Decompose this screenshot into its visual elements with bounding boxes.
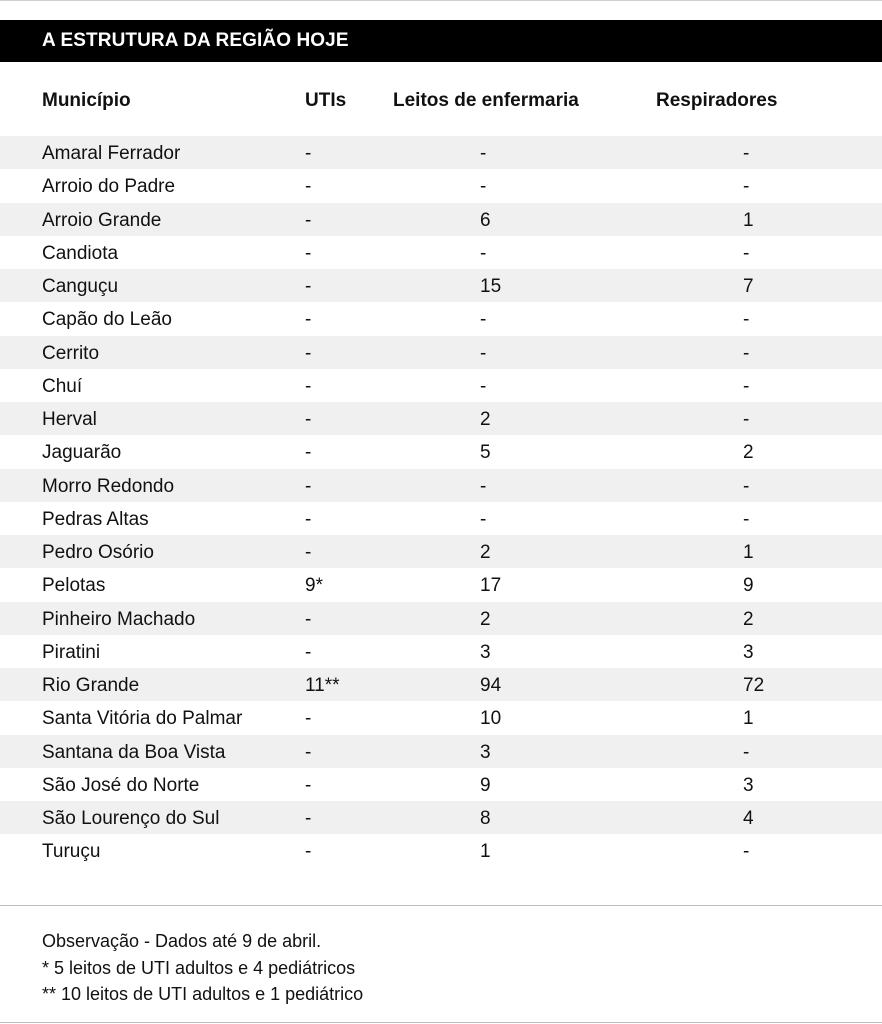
cell-leitos: - (480, 508, 487, 530)
table-row (0, 302, 882, 335)
cell-leitos: 2 (480, 409, 491, 430)
table-row (0, 435, 882, 468)
cell-utis: - (305, 276, 312, 297)
cell-municipio: Morro Redondo (42, 475, 175, 497)
cell-leitos: - (480, 475, 487, 497)
cell-respiradores: - (743, 242, 750, 264)
cell-utis: 9* (305, 575, 323, 597)
cell-municipio: Chuí (42, 375, 83, 397)
cell-utis: - (305, 375, 312, 397)
cell-leitos: 3 (480, 641, 491, 663)
cell-municipio: Pedro Osório (42, 542, 154, 563)
cell-utis: - (305, 741, 312, 763)
cell-utis: - (305, 342, 312, 364)
cell-leitos: 2 (480, 542, 491, 563)
cell-municipio: Piratini (42, 641, 101, 663)
cell-respiradores: - (743, 409, 750, 430)
table-row (0, 635, 882, 668)
cell-municipio: Turuçu (42, 841, 101, 863)
cell-leitos: 94 (480, 675, 502, 696)
cell-respiradores: 9 (743, 575, 754, 597)
table-row (0, 369, 882, 402)
cell-leitos: 6 (480, 209, 491, 231)
footnotes (42, 928, 363, 1008)
table-row (0, 236, 882, 269)
table-row (0, 169, 882, 202)
cell-municipio: Santana da Boa Vista (42, 741, 226, 763)
cell-leitos: 2 (480, 608, 491, 630)
cell-leitos: 3 (480, 741, 491, 763)
cell-respiradores: - (743, 475, 750, 497)
top-divider (0, 0, 882, 1)
cell-utis: - (305, 143, 312, 164)
cell-municipio: Candiota (42, 242, 119, 264)
table-row (0, 834, 882, 867)
cell-municipio: Herval (42, 409, 97, 430)
cell-respiradores: - (743, 741, 750, 763)
cell-municipio: São Lourenço do Sul (42, 808, 220, 829)
table-row (0, 701, 882, 734)
header-respiradores: Respiradores (656, 90, 778, 111)
cell-municipio: Jaguarão (42, 442, 122, 464)
cell-leitos: - (480, 242, 487, 264)
cell-respiradores: 1 (743, 542, 754, 563)
cell-respiradores: 7 (743, 276, 754, 297)
cell-municipio: São José do Norte (42, 774, 200, 796)
cell-leitos: 8 (480, 808, 491, 829)
cell-utis: - (305, 409, 312, 430)
cell-municipio: Pedras Altas (42, 508, 149, 530)
header-utis: UTIs (305, 90, 347, 111)
table-row (0, 801, 882, 834)
cell-respiradores: 72 (743, 675, 765, 696)
cell-respiradores: 2 (743, 442, 754, 464)
cell-respiradores: 2 (743, 608, 754, 630)
cell-respiradores: - (743, 841, 750, 863)
cell-utis: - (305, 774, 312, 796)
cell-respiradores: - (743, 309, 750, 331)
cell-utis: - (305, 608, 312, 630)
cell-utis: - (305, 808, 312, 829)
cell-leitos: - (480, 342, 487, 364)
footnote: * 5 leitos de UTI adultos e 4 pediátricos (42, 957, 356, 978)
table-row (0, 336, 882, 369)
cell-respiradores: - (743, 375, 750, 397)
cell-utis: - (305, 542, 312, 563)
header-leitos: Leitos de enfermaria (393, 90, 579, 111)
bottom-divider (0, 1022, 882, 1023)
cell-respiradores: - (743, 342, 750, 364)
cell-respiradores: 3 (743, 774, 754, 796)
table-row (0, 502, 882, 535)
cell-utis: - (305, 176, 312, 198)
table-row (0, 469, 882, 502)
cell-municipio: Rio Grande (42, 675, 140, 696)
table-row (0, 402, 882, 435)
table-row (0, 668, 882, 701)
cell-municipio: Arroio Grande (42, 209, 162, 231)
cell-municipio: Pelotas (42, 575, 106, 597)
cell-municipio: Cerrito (42, 342, 100, 364)
cell-utis: - (305, 309, 312, 331)
cell-utis: - (305, 708, 312, 730)
table-row (0, 735, 882, 768)
cell-leitos: 1 (480, 841, 491, 863)
cell-municipio: Canguçu (42, 276, 119, 297)
table-row (0, 203, 882, 236)
cell-respiradores: - (743, 508, 750, 530)
table-row (0, 136, 882, 169)
cell-leitos: 10 (480, 708, 502, 730)
cell-utis: - (305, 841, 312, 863)
table-row (0, 269, 882, 302)
cell-respiradores: 3 (743, 641, 754, 663)
cell-leitos: 17 (480, 575, 502, 597)
header-municipio: Município (42, 90, 131, 111)
cell-leitos: 5 (480, 442, 491, 464)
cell-utis: - (305, 242, 312, 264)
cell-utis: - (305, 209, 312, 231)
notes-divider (0, 905, 882, 906)
table-title: A ESTRUTURA DA REGIÃO HOJE (0, 20, 882, 62)
table-row (0, 768, 882, 801)
cell-leitos: - (480, 375, 487, 397)
cell-respiradores: - (743, 143, 750, 164)
cell-leitos: - (480, 309, 487, 331)
table-row (0, 602, 882, 635)
observation-note: Observação - Dados até 9 de abril. (42, 931, 322, 951)
cell-respiradores: 1 (743, 209, 754, 231)
table-row (0, 535, 882, 568)
cell-utis: 11** (305, 675, 340, 696)
cell-leitos: - (480, 143, 487, 164)
cell-leitos: - (480, 176, 487, 198)
cell-municipio: Capão do Leão (42, 309, 172, 331)
cell-utis: - (305, 641, 312, 663)
cell-leitos: 15 (480, 276, 502, 297)
cell-municipio: Santa Vitória do Palmar (42, 708, 243, 730)
table-header (0, 86, 882, 118)
cell-respiradores: 4 (743, 808, 754, 829)
cell-municipio: Arroio do Padre (42, 176, 176, 198)
footnote: ** 10 leitos de UTI adultos e 1 pediátrico (42, 984, 364, 1004)
cell-utis: - (305, 475, 312, 497)
cell-municipio: Amaral Ferrador (42, 143, 181, 164)
cell-respiradores: - (743, 176, 750, 198)
table-body (0, 136, 882, 868)
cell-utis: - (305, 508, 312, 530)
cell-leitos: 9 (480, 774, 491, 796)
cell-utis: - (305, 442, 312, 464)
cell-respiradores: 1 (743, 708, 754, 730)
cell-municipio: Pinheiro Machado (42, 608, 196, 630)
table-row (0, 568, 882, 601)
